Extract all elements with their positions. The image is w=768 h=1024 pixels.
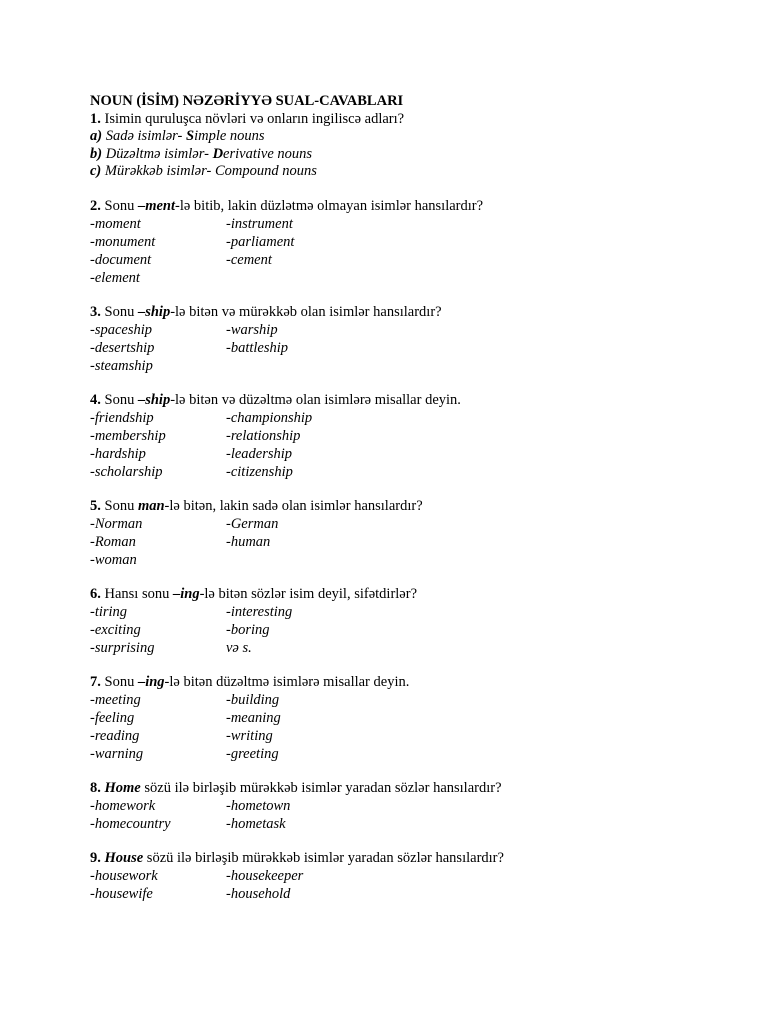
answer-row: [90, 691, 730, 709]
answer-word: -friendship: [90, 409, 154, 426]
answer-word: -homecountry: [90, 815, 171, 832]
question-pre: Sonu: [100, 673, 138, 690]
document-title: NOUN (İSİM) NƏZƏRİYYƏ SUAL-CAVABLARI: [90, 93, 404, 109]
answer-row: [90, 533, 730, 551]
answer-word: -housework: [90, 867, 158, 884]
answer-word: -Roman: [90, 533, 136, 550]
question-pre: Sonu: [100, 303, 138, 320]
answer-word: -building: [226, 691, 280, 708]
question-number: 4.: [90, 391, 101, 408]
answer-word: -scholarship: [90, 463, 163, 480]
answer-word: -parliament: [226, 233, 295, 250]
question-pre: Sonu: [100, 197, 138, 214]
answer-row: [90, 797, 730, 815]
question-post: sözü ilə birləşib mürəkkəb isimlər yaradan sözlər hansılardır?: [140, 779, 502, 796]
question-number: 6.: [90, 585, 101, 602]
answer-row: [90, 427, 730, 445]
option-initial: S: [185, 128, 195, 144]
document-page: [90, 93, 730, 903]
answer-word: -relationship: [226, 427, 301, 444]
answer-row: [90, 621, 730, 639]
question-post: -lə bitən düzəltmə isimlərə misallar deyin.: [164, 673, 410, 690]
question-post: sözü ilə birləşib mürəkkəb isimlər yaradan sözlər hansılardır?: [143, 849, 504, 866]
question-post: -lə bitib, lakin düzlətmə olmayan isimlər hansılardır?: [175, 197, 484, 214]
answer-word: -housewife: [90, 885, 153, 902]
answer-word: -cement: [226, 251, 272, 268]
question-number: 1.: [90, 111, 101, 127]
question-4-text: [90, 391, 730, 409]
question-6-text: [90, 585, 730, 603]
answer-word: -moment: [90, 215, 141, 232]
option-letter: a): [90, 128, 103, 144]
question-8-text: [90, 779, 730, 797]
answer-word: -battleship: [226, 339, 289, 356]
question-5-text: [90, 497, 730, 515]
option-b: [90, 146, 730, 164]
question-7: [90, 673, 730, 763]
answer-word: -boring: [226, 621, 270, 638]
answer-word: -warship: [226, 321, 278, 338]
question-text: Isimin quruluşca növləri və onların ingiliscə adları?: [100, 111, 405, 127]
question-keyword: –ship: [137, 303, 171, 320]
question-keyword: Home: [104, 779, 141, 796]
answer-row: [90, 251, 730, 269]
answer-word: -greeting: [226, 745, 279, 762]
answer-row: [90, 639, 730, 657]
answer-word: -tiring: [90, 603, 128, 620]
question-pre: Sonu: [100, 391, 138, 408]
option-letter: b): [90, 145, 103, 162]
answer-word: -human: [226, 533, 271, 550]
question-keyword: –ing: [137, 673, 165, 690]
question-number: 3.: [90, 303, 101, 320]
option-c: [90, 163, 730, 181]
answer-word: -element: [90, 269, 140, 286]
question-6: [90, 585, 730, 657]
question-pre: Sonu: [100, 497, 138, 514]
answer-row: [90, 321, 730, 339]
answer-word: -citizenship: [226, 463, 293, 480]
answer-row: [90, 463, 730, 481]
question-2-text: [90, 197, 730, 215]
option-english: erivative nouns: [223, 145, 313, 162]
question-post: -lə bitən, lakin sadə olan isimlər hansılardır?: [164, 497, 423, 514]
answer-word: -monument: [90, 233, 156, 250]
option-azerbaijani: Düzəltmə isimlər-: [102, 145, 213, 162]
answer-row: [90, 745, 730, 763]
answer-row: [90, 603, 730, 621]
question-keyword: House: [104, 849, 144, 866]
question-keyword: –ment: [137, 197, 176, 214]
answer-word: -warning: [90, 745, 144, 762]
question-8: [90, 779, 730, 833]
option-a: [90, 128, 730, 146]
option-letter: c): [90, 163, 102, 179]
question-keyword: –ing: [172, 585, 200, 602]
option-initial: D: [212, 145, 224, 162]
question-keyword: man: [137, 497, 165, 514]
answer-row: [90, 709, 730, 727]
question-number: 8.: [90, 779, 101, 796]
question-9: [90, 849, 730, 903]
answer-word: -hometask: [226, 815, 286, 832]
option-english: imple nouns: [194, 128, 265, 144]
answer-row: [90, 551, 730, 569]
question-3-text: [90, 303, 730, 321]
answer-word: -spaceship: [90, 321, 153, 338]
question-number: 9.: [90, 849, 101, 866]
answer-word: -meaning: [226, 709, 281, 726]
spacer: [90, 833, 730, 849]
spacer: [90, 287, 730, 303]
answer-word: -surprising: [90, 639, 155, 656]
answer-word: -championship: [226, 409, 313, 426]
answer-word: -Norman: [90, 515, 143, 532]
answer-word: və s.: [226, 639, 252, 656]
answer-word: -homework: [90, 797, 156, 814]
answer-word: -steamship: [90, 357, 153, 374]
question-keyword: –ship: [137, 391, 171, 408]
question-7-text: [90, 673, 730, 691]
answer-word: -meeting: [90, 691, 141, 708]
spacer: [90, 181, 730, 197]
answer-word: -hardship: [90, 445, 146, 462]
question-post: -lə bitən və düzəltmə olan isimlərə misallar deyin.: [170, 391, 461, 408]
answer-word: -household: [226, 885, 291, 902]
question-4: [90, 391, 730, 481]
question-1-text: [90, 110, 730, 128]
question-post: -lə bitən və mürəkkəb olan isimlər hansılardır?: [170, 303, 442, 320]
answer-row: [90, 867, 730, 885]
question-1: [90, 110, 730, 181]
answer-row: [90, 445, 730, 463]
spacer: [90, 375, 730, 391]
question-number: 2.: [90, 197, 101, 214]
question-number: 7.: [90, 673, 101, 690]
answer-row: [90, 269, 730, 287]
spacer: [90, 569, 730, 585]
answer-row: [90, 339, 730, 357]
option-azerbaijani: Mürəkkəb isimlər-: [101, 163, 215, 179]
question-2: [90, 197, 730, 287]
answer-word: -writing: [226, 727, 273, 744]
spacer: [90, 763, 730, 779]
answer-row: [90, 215, 730, 233]
question-number: 5.: [90, 497, 101, 514]
answer-word: -leadership: [226, 445, 293, 462]
answer-word: -desertship: [90, 339, 155, 356]
answer-row: [90, 727, 730, 745]
answer-word: -hometown: [226, 797, 291, 814]
answer-word: -German: [226, 515, 279, 532]
question-post: -lə bitən sözlər isim deyil, sifətdirlər?: [199, 585, 418, 602]
question-9-text: [90, 849, 730, 867]
answer-row: [90, 815, 730, 833]
answer-word: -instrument: [226, 215, 293, 232]
option-azerbaijani: Sadə isimlər-: [102, 128, 186, 144]
answer-word: -document: [90, 251, 152, 268]
answer-word: -woman: [90, 551, 137, 568]
answer-word: -membership: [90, 427, 166, 444]
spacer: [90, 481, 730, 497]
answer-word: -exciting: [90, 621, 141, 638]
answer-row: [90, 515, 730, 533]
spacer: [90, 657, 730, 673]
question-5: [90, 497, 730, 569]
answer-row: [90, 885, 730, 903]
answer-row: [90, 357, 730, 375]
answer-word: -housekeeper: [226, 867, 304, 884]
answer-row: [90, 409, 730, 427]
answer-word: -feeling: [90, 709, 135, 726]
answer-word: -reading: [90, 727, 140, 744]
question-pre: Hansı sonu: [100, 585, 173, 602]
option-english: Compound nouns: [214, 163, 317, 179]
question-3: [90, 303, 730, 375]
answer-row: [90, 233, 730, 251]
answer-word: -interesting: [226, 603, 293, 620]
